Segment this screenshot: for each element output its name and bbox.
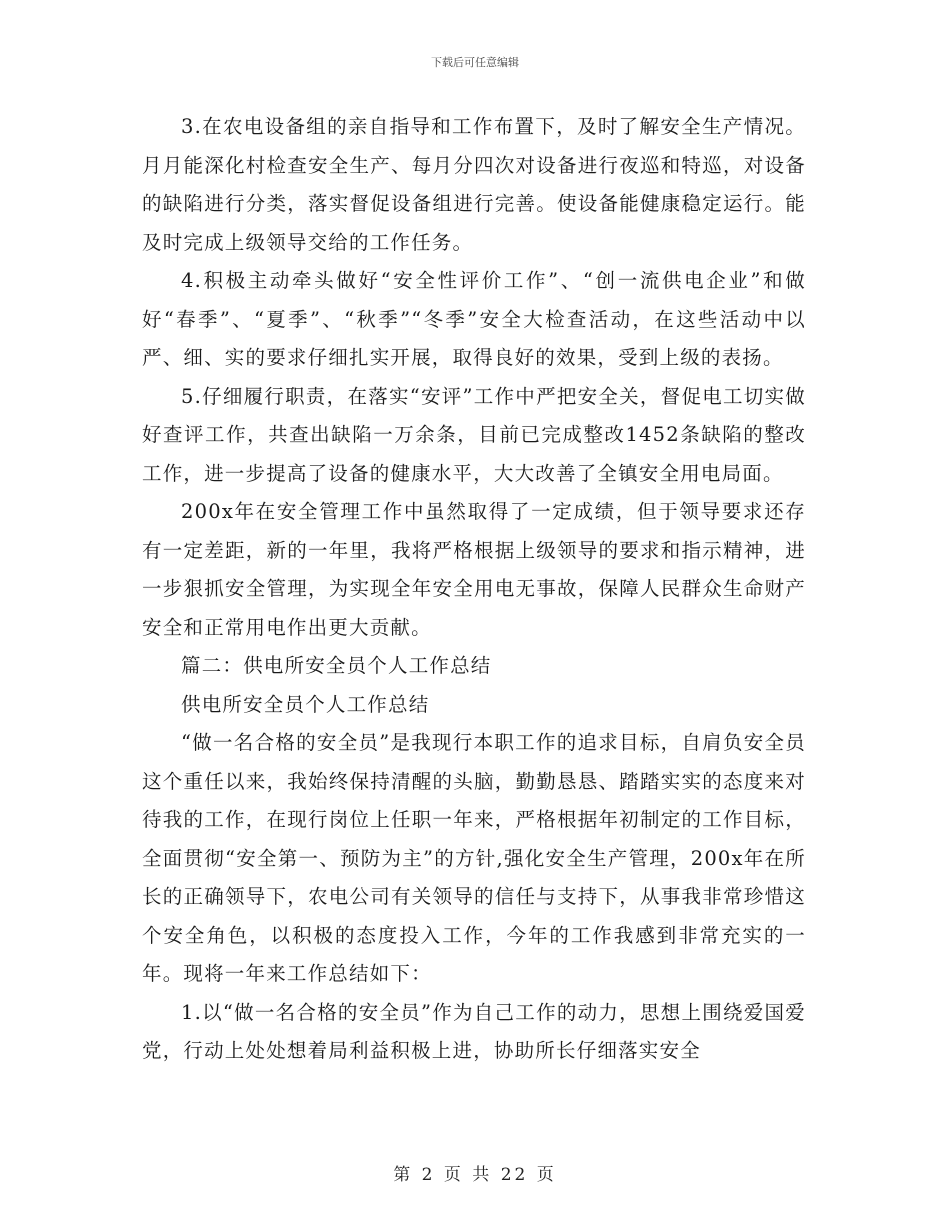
footer-middle: 页 共 [443, 1165, 493, 1185]
section-title: 供电所安全员个人工作总结 [181, 692, 430, 716]
paragraph-item-4: 4.积极主动牵头做好“安全性评价工作”、“创一流供电企业”和做好“春季”、“夏季”、“秋季”“冬季”安全大检查活动，在这些活动中以严、细、实的要求仔细扎实开展，取得良好的效果，受到上级的表扬。 [142, 269, 806, 369]
paragraph-intro: “做一名合格的安全员”是我现行本职工作的追求目标，自肩负安全员这个重任以来，我始终保持清醒的头脑，勤勤恳恳、踏踏实实的态度来对待我的工作，在现行岗位上任职一年来，严格根据年初制定的工作目标，全面贯彻“安全第一、预防为主”的方针,强化安全生产管理，200x年在所长的正确领导下，农电公司有关领导的信任与支持下，从事我非常珍惜这个安全角色，以积极的态度投入工作，今年的工作我感到非常充实的一年。现将一年来工作总结如下： [142, 731, 806, 985]
total-pages-number: 22 [500, 1165, 529, 1185]
paragraph-item-1: 1.以“做一名合格的安全员”作为自己工作的动力，思想上围绕爱国爱党，行动上处处想着局利益积极上进，协助所长仔细落实安全 [142, 1000, 806, 1062]
section-heading: 篇二：供电所安全员个人工作总结 [181, 654, 492, 677]
paragraph-item-5: 5.仔细履行职责，在落实“安评”工作中严把安全关，督促电工切实做好查评工作，共查出缺陷一万余条，目前已完成整改1452条缺陷的整改工作，进一步提高了设备的健康水平，大大改善了全镇安全用电局面。 [142, 384, 806, 485]
paragraph-conclusion: 200x年在安全管理工作中虽然取得了一定成绩，但于领导要求还存有一定差距，新的一年里，我将严格根据上级领导的要求和指示精神，进一步狠抓安全管理，为实现全年安全用电无事故，保障人民群众生命财产安全和正常用电作出更大贡献。 [142, 500, 806, 639]
current-page-number: 2 [421, 1165, 436, 1185]
document-body [142, 108, 806, 1071]
page-footer [0, 1160, 950, 1185]
footer-prefix: 第 [393, 1165, 414, 1185]
paragraph-item-3: 3.在农电设备组的亲自指导和工作布置下，及时了解安全生产情况。月月能深化村检查安全生产、每月分四次对设备进行夜巡和特巡，对设备的缺陷进行分类，落实督促设备组进行完善。使设备能健康稳定运行。能及时完成上级领导交给的工作任务。 [142, 115, 806, 254]
page-header: 下载后可任意编辑 [431, 56, 519, 69]
footer-suffix: 页 [536, 1165, 557, 1185]
